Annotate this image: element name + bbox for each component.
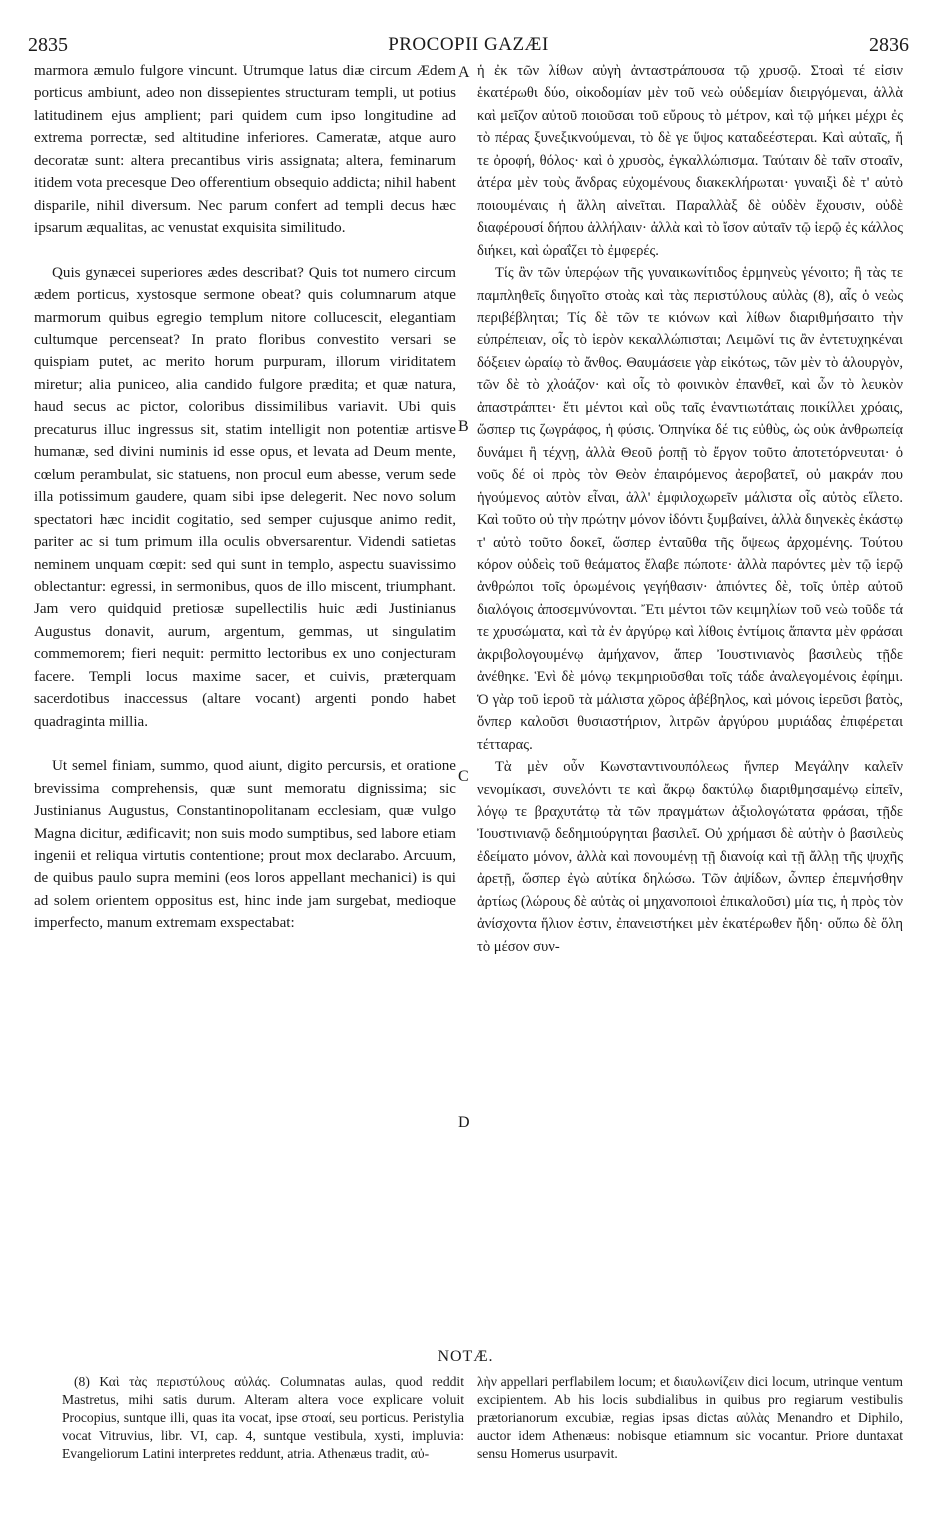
note-left-column: (8) Καὶ τὰς περιστύλους αὐλάς. Columnatas aulas, quod reddit Mastretus, mihi satis durum. Alteram altera voce explicare voluit Procopius, suntque illi, quas ita vocat, ipse στοαί, seu porticus. Peristylia vocat Vitruvius, libr. VI, cap. 4, suntque vestibula, xysti, impluvia: Evangeliorum Latini interpretes reddunt, atria. Athenæus tradit, αὐ- bbox=[62, 1374, 464, 1461]
notes-title: NOTÆ. bbox=[437, 1348, 494, 1365]
margin-marker-a: A bbox=[458, 64, 470, 81]
page-number-right: 2836 bbox=[869, 34, 909, 56]
latin-paragraph-3: Ut semel finiam, summo, quod aiunt, digito percursis, et oratione brevissima comprehensis, quæ sunt memoratu dignissima; sic Justinianus Augustus, Constantinopolitanam ecclesiam, quæ vulgo Magna dicitur, ædificavit; non suis modo sumptibus, sed labore etiam ingenii et reliqua virtutis contentione; prout mox declarabo. Arcuum, de quibus paulo supra memini (eos loros appellant mechanici) is qui ad solem orientem oppositus est, hinc inde jam surgebat, medioque imperfecto, manum extremam exspectabat: bbox=[34, 758, 456, 932]
greek-paragraph-2: Τίς ἂν τῶν ὑπερῴων τῆς γυναικωνίτιδος ἑρμηνεὺς γένοιτο; ἢ τὰς τε παμπληθεῖς διηγοῖτο στοὰς καὶ τὰς περιστύλους αὐλὰς (8), αἷς ὁ νεὼς περιβέβληται; Τίς δὲ τῶν τε κιόνων καὶ λίθων διαριθμήσαιτο τὴν εὐπρέπειαν, οἷς τὸ ἱερὸν κεκαλλώπισται; Λειμῶνί τις ἂν ἐντετυχηκέναι δόξειεν ὡραίῳ τὸ ἄνθος. Θαυμάσειε γὰρ εἰκότως, τῶν μὲν τὸ ἁλουργὸν, τῶν δὲ τὸ χλοάζον· καὶ οἷς τὸ φοινικὸν ἐπανθεῖ, καὶ ὧν τὸ λευκὸν ἀπαστράπτει· ἔτι μέντοι καὶ οὓς ταῖς ἐναντιωτάταις ποικίλλει χρόαις, ὥσπερ τις ζωγράφος, ἡ φύσις. Ὁπηνίκα δέ τις εὐθὺς, ὡς οὐκ ἀνθρωπείᾳ δυνάμει ἢ τέχνῃ, ἀλλὰ Θεοῦ ῥοπῇ τὸ ἔργον τοῦτο ἀποτετόρνευται· ὁ νοῦς δέ οἱ πρὸς τὸν Θεὸν ἐπαιρόμενος ἀεροβατεῖ, οὐ μακράν που ἡγούμενος αὐτὸν εἶναι, ἀλλ' ἐμφιλοχωρεῖν μάλιστα οἷς αὐτὸς εἵλετο. Καὶ τοῦτο οὐ τὴν πρώτην μόνον ἰδόντι ξυμβαίνει, ἀλλὰ διηνεκὲς ἑκάστῳ τ' αὐτὸ τοῦτο δοκεῖ, ὥσπερ ἐνταῦθα τῆς ὄψεως ἀρχομένης. Τούτου κόρον οὐδεὶς τοῦ θεάματος ἔλαβε πώποτε· ἀλλὰ παρόντες μὲν τῷ ἱερῷ ἀνθρώποι τοῖς ὁρωμένοις γεγήθασιν· ἀπιόντες δὲ, τοῖς ὑπὲρ αὐτοῦ διαλόγοις ἀποσεμνύνονται. Ἔτι μέντοι τῶν κειμηλίων τοῦ νεὼ τοῦδε τά τε χρυσώματα, καὶ τὰ ἐν ἀργύρῳ καὶ λίθοις ἐντίμοις ἅπαντα μὲν φράσαι ἀκριβολογουμένῳ ἀμήχανον, ἅπερ Ἰουστινιανὸς βασιλεὺς τῇδε ἀνέθηκε. Ἑνὶ δὲ μόνῳ τεκμηριοῦσθαι τοῖς τάδε ἀναλεγομένοις ἐφίημι. Ὁ γὰρ τοῦ ἱεροῦ τὰ μάλιστα χῶρος ἀβέβηλος, καὶ μόνοις ἱερεῦσι βατὸς, ὅνπερ καλοῦσι θυσιαστήριον, λιτρῶν ἀργύρου μυριάδας ἐπιφέρεται τέτταρας. bbox=[477, 265, 903, 753]
latin-paragraph-2: Quis gynæcei superiores ædes describat? Quis tot numero circum ædem porticus, xystosque sermone obeat? quis columnarum atque marmorum quibus egregio templum nitore collucescit, elegantiam cultumque percenseat? In prato floribus convestito versari se quispiam putet, ac merito horum purpuram, illorum viriditatem miretur; alia puniceo, alia candido fulgore prædita; et quæ natura, haud secus ac pictor, coloribus dissimilibus variavit. Ubi quis precaturus illuc ingressus sit, statim intelligit non potentiæ artisve humanæ, sed divini numinis id esse opus, et levata ad Deum mente, cœlum perambulat, sic statuens, non procul eum abesse, verum sede illa potissimum gaudere, quam sibi ipse delegerit. Nec novo solum spectatori hæc incidit cogitatio, sed semper cujusque animo redit, pariter ac si tum primum illa oculis obversarentur. Videndi satietas neminem unquam cœpit: sed qui sunt in templo, aspectu suavissimo oblectantur: egressi, in sermonibus, quos de illo miscent, triumphant. Jam vero quidquid pretiosæ supellectilis huic ædi Justinianus Augustus donavit, aurum, argentum, gemmas, ut singulatim commemorem; fieri nequit: permitto lectoribus ex uno conjecturam facere. Templi locus maxime sacer, et cuivis, præterquam sacerdotibus inaccessus (altare vocant) argenti pondo habet quadraginta millia. bbox=[34, 264, 456, 730]
note-right-column: λὴν appellari perflabilem locum; et διαυλωνίζειν dici locum, utrinque ventum excipientem. Ab his locis subdialibus in quibus pro regiarum vestibulis prætorianorum excubiæ, regias ipsas dictas αὐλὰς Menandro et Diphilo, auctor idem Athenæus: nobisque etiamnum sic vocantur. Priore duntaxat sensu Homerus usurpavit. bbox=[477, 1374, 903, 1461]
greek-paragraph-3: Τὰ μὲν οὖν Κωνσταντινουπόλεως ἥνπερ Μεγάλην καλεῖν νενομίκασι, συνελόντι τε καὶ ἄκρῳ δακτύλῳ διαριθμησαμένῳ εἰπεῖν, λόγῳ τε βραχυτάτῳ τὰ τῶν πραγμάτων ἀξιολογώτατα φράσαι, τῇδε Ἰουστινιανῷ δεδημιούργηται βασιλεῖ. Οὐ χρήμασι δὲ αὐτὴν ὁ βασιλεὺς ἐδείματο μόνον, ἀλλὰ καὶ πονουμένῃ τῇ διανοίᾳ καὶ τῇ ἄλλῃ τῆς ψυχῆς ἀρετῇ, ὥσπερ ἐγὼ αὐτίκα δηλώσω. Τῶν ἀψίδων, ὧνπερ ἐπεμνήσθην ἀρτίως (λώρους δὲ αὐτὰς οἱ μηχανοποιοὶ ἐπικαλοῦσι) μία τις, ἡ πρὸς τὸν ἀνίσχοντα ἥλιον ἐστιν, ἐπανειστήκει μὲν ἑκατέρωθεν ἤδη· οὔπω δὲ ὅλη τὸ μέσον συν- bbox=[477, 759, 903, 955]
latin-column bbox=[34, 60, 456, 935]
margin-marker-b: B bbox=[458, 418, 469, 435]
running-title: PROCOPII GAZÆI bbox=[388, 34, 549, 55]
greek-paragraph-1: ἡ ἐκ τῶν λίθων αὐγὴ ἀνταστράπουσα τῷ χρυσῷ. Στοαὶ τέ εἰσιν ἑκατέρωθι δύο, οἰκοδομίαν μὲν τοῦ νεὼ οὐδεμίαν διειργόμεναι, ἀλλὰ καὶ μεῖζον αὐτοῦ ποιοῦσαι τοῦ εὔρους τὸ μέτρον, καὶ τῷ μήκει μέχρι ἐς τὸ πέρας ξυνεξικνούμεναι, τὸ δὲ γε ὕψος καταδεέστεραι. Καὶ αὐταῖς, ἥ τε ὀροφή, θόλος· καὶ ὁ χρυσὸς, ἐγκαλλώπισμα. Ταύταιν δὲ ταῖν στοαῖν, ἁτέρα μὲν τοὺς ἄνδρας εὐχομένους διακεκλήρωται· γυναιξὶ δὲ τ' αὐτὸ ποιουμέναις ἡ ἄλλη αἰνεῖται. Παραλλὰξ δὲ οὐδὲν ἔχουσιν, οὐδὲ διαφέρουσί δήπου ἀλλήλαιν· ἀλλὰ καὶ τὸ ἴσον αὐταῖν τῷ ἱερῷ ἐς κάλλος διήκει, καὶ ὡραΐζει τὸ ἐμφερές. bbox=[477, 63, 903, 259]
margin-marker-c: C bbox=[458, 768, 469, 785]
margin-marker-d: D bbox=[458, 1114, 470, 1131]
page-number-left: 2835 bbox=[28, 34, 68, 56]
running-header bbox=[28, 34, 909, 60]
greek-column bbox=[477, 60, 903, 958]
latin-paragraph-1: marmora æmulo fulgore vincunt. Utrumque latus diæ circum Ædem porticus ambiunt, adeo non dissepientes structuram templi, ut potius latitudinem ejus amplient; pari quidem cum ipso longitudine ad extrema porrectæ, sed altitudine inferiores. Cameratæ, atque auro decoratæ sunt: altera precantibus viris assignata; altera, feminarum itidem vota precesque Deo offerentium obsequio addicta; nihil habent disparile, nihil diversum. Nec parum confert ad templi decus hæc ipsarum æqualitas, ac venustat exquisita similitudo. bbox=[34, 63, 456, 237]
